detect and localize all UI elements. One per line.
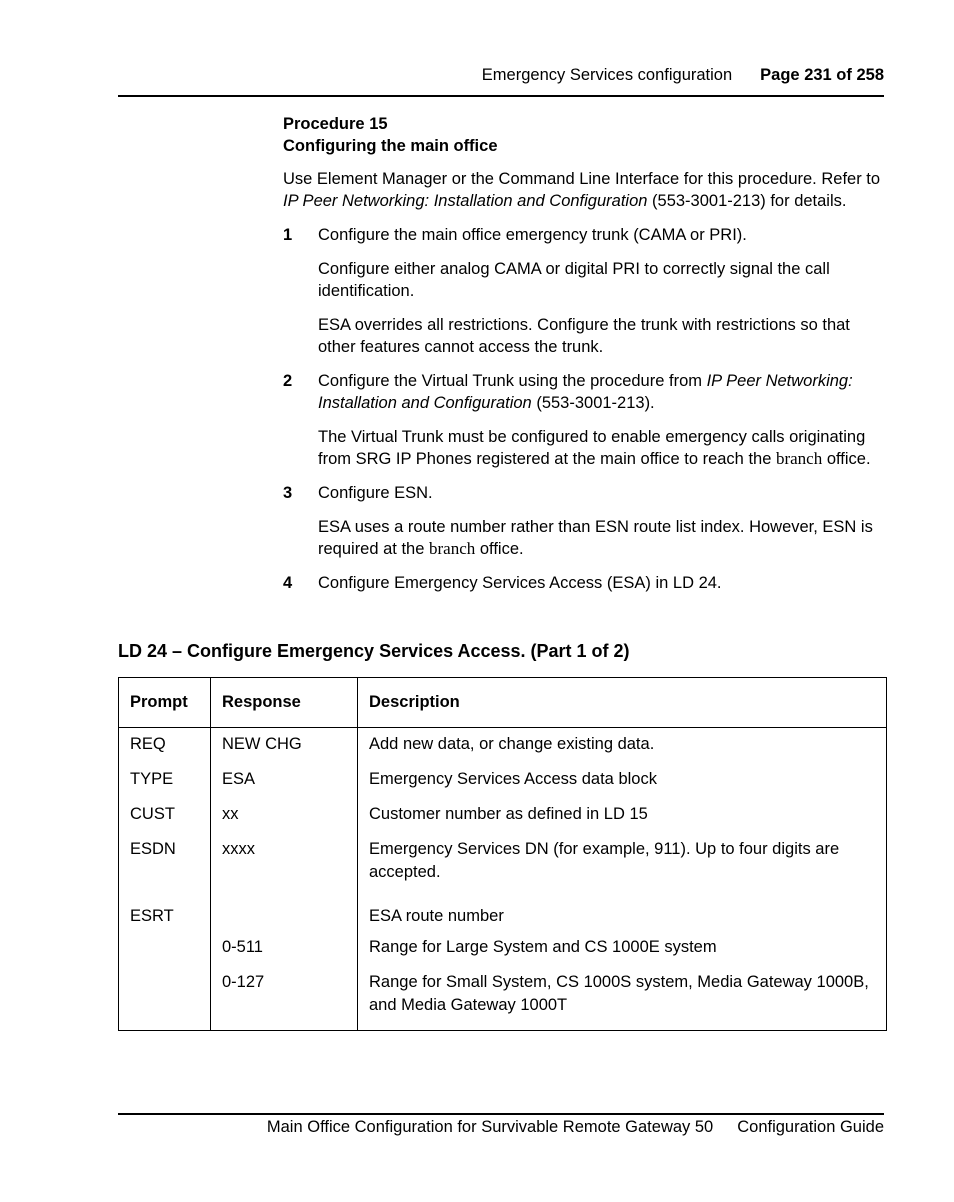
page-number: Page 231 of 258 bbox=[760, 66, 884, 84]
table-row bbox=[119, 934, 887, 965]
table-row bbox=[119, 832, 887, 899]
step-text: Configure ESN. bbox=[318, 484, 433, 502]
step-number: 1 bbox=[283, 226, 293, 244]
prompt-cell: REQ bbox=[119, 728, 211, 763]
note-text-start: ESA uses a route number rather than ESN route list index. However, ESN is required at the bbox=[318, 518, 873, 558]
description-cell: Add new data, or change existing data. bbox=[358, 728, 887, 763]
step-3 bbox=[283, 482, 883, 560]
response-cell: 0-127 bbox=[211, 965, 358, 1031]
description-cell: ESA route number bbox=[358, 899, 887, 934]
table-row bbox=[119, 899, 887, 934]
step-text: Configure the main office emergency trunk (CAMA or PRI). bbox=[318, 226, 747, 244]
step-reference: IP Peer Networking: Installation and Configuration bbox=[318, 372, 853, 412]
step-number: 2 bbox=[283, 372, 293, 390]
table-row bbox=[119, 762, 887, 797]
response-cell: ESA bbox=[211, 762, 358, 797]
step-text bbox=[318, 370, 883, 414]
description-cell: Range for Small System, CS 1000S system, Media Gateway 1000B, and Media Gateway 1000T bbox=[358, 965, 887, 1031]
step-number: 3 bbox=[283, 484, 293, 502]
table-row bbox=[119, 797, 887, 832]
note-text-start: The Virtual Trunk must be configured to enable emergency calls originating from SRG IP Phones registered at the main office to reach the bbox=[318, 428, 866, 468]
step-number: 4 bbox=[283, 574, 293, 592]
note-serif-word: branch bbox=[775, 449, 823, 468]
document-title: Main Office Configuration for Survivable Remote Gateway 50 bbox=[266, 1118, 714, 1136]
prompt-cell: TYPE bbox=[119, 762, 211, 797]
response-cell: xx bbox=[211, 797, 358, 832]
description-cell: Range for Large System and CS 1000E system bbox=[358, 934, 887, 965]
intro-text: Use Element Manager or the Command Line Interface for this procedure. Refer to bbox=[283, 170, 881, 188]
prompt-cell: ESRT bbox=[119, 899, 211, 934]
column-header-prompt: Prompt bbox=[119, 678, 211, 728]
table-row bbox=[119, 728, 887, 763]
footer-rule bbox=[118, 1113, 884, 1115]
step-text-start: Configure the Virtual Trunk using the procedure from bbox=[318, 372, 707, 390]
description-cell: Emergency Services DN (for example, 911). Up to four digits are accepted. bbox=[358, 832, 887, 899]
section-title: Emergency Services configuration bbox=[481, 66, 733, 84]
step-text-end: (553-3001-213). bbox=[531, 394, 655, 412]
response-cell: NEW CHG bbox=[211, 728, 358, 763]
page-header bbox=[118, 66, 884, 88]
document-type: Configuration Guide bbox=[737, 1118, 884, 1136]
intro-text-end: (553-3001-213) for details. bbox=[647, 192, 847, 210]
procedure-intro bbox=[283, 168, 883, 212]
description-cell: Customer number as defined in LD 15 bbox=[358, 797, 887, 832]
header-rule bbox=[118, 95, 884, 97]
step-text: Configure Emergency Services Access (ESA) in LD 24. bbox=[318, 574, 722, 592]
prompt-cell bbox=[119, 934, 211, 965]
step-2 bbox=[283, 370, 883, 470]
description-cell: Emergency Services Access data block bbox=[358, 762, 887, 797]
response-cell: 0-511 bbox=[211, 934, 358, 965]
step-note: Configure either analog CAMA or digital PRI to correctly signal the call identification. bbox=[318, 260, 830, 300]
step-1 bbox=[283, 224, 883, 358]
step-note: ESA overrides all restrictions. Configure the trunk with restrictions so that other features cannot access the trunk. bbox=[318, 316, 850, 356]
column-header-response: Response bbox=[211, 678, 358, 728]
procedure-title: Configuring the main office bbox=[283, 137, 498, 155]
note-text-end: office. bbox=[822, 450, 871, 468]
procedure-body bbox=[283, 113, 883, 594]
response-cell: xxxx bbox=[211, 832, 358, 899]
step-note bbox=[318, 426, 883, 470]
response-cell bbox=[211, 899, 358, 934]
note-text-end: office. bbox=[475, 540, 524, 558]
prompt-cell: ESDN bbox=[119, 832, 211, 899]
table-header-row bbox=[119, 678, 887, 728]
column-header-description: Description bbox=[358, 678, 887, 728]
step-4 bbox=[283, 572, 883, 594]
table-caption: LD 24 – Configure Emergency Services Access. (Part 1 of 2) bbox=[118, 641, 630, 661]
page-footer bbox=[118, 1118, 884, 1137]
note-serif-word: branch bbox=[429, 539, 476, 558]
ld24-table bbox=[118, 677, 887, 1031]
intro-reference: IP Peer Networking: Installation and Configuration bbox=[283, 192, 648, 210]
step-note bbox=[318, 516, 883, 560]
prompt-cell: CUST bbox=[119, 797, 211, 832]
prompt-cell bbox=[119, 965, 211, 1031]
procedure-number: Procedure 15 bbox=[283, 115, 388, 133]
table-row bbox=[119, 965, 887, 1031]
